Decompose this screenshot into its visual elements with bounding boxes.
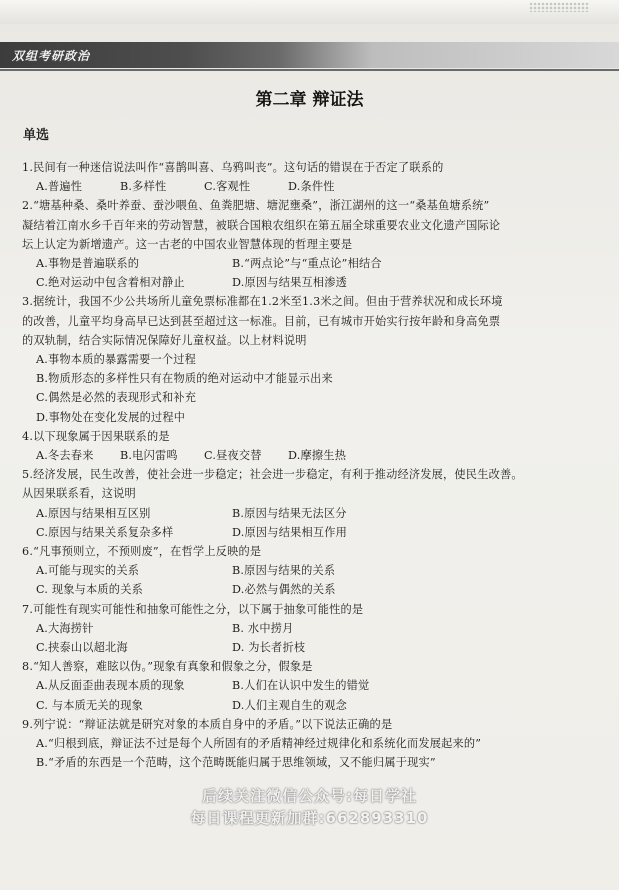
question-5-stem-line: 5.经济发展，民生改善，使社会进一步稳定；社会进一步稳定，有利于推动经济发展，使民生改善。 bbox=[22, 468, 523, 482]
question-8-options-row2 bbox=[22, 696, 597, 715]
option: B.原因与结果无法区分 bbox=[232, 506, 347, 520]
chapter-title: 第二章 辩证法 bbox=[255, 90, 364, 110]
question-2-options-row1 bbox=[22, 254, 597, 273]
option: B.人们在认识中发生的错觉 bbox=[232, 679, 370, 693]
option: A.原因与结果相互区别 bbox=[36, 506, 151, 520]
question-2-options-row2 bbox=[22, 273, 597, 292]
option: C.绝对运动中包含着相对静止 bbox=[36, 276, 185, 290]
question-6-options-row1 bbox=[22, 561, 597, 580]
scan-top-strip bbox=[0, 0, 619, 24]
option: A.从反面歪曲表现本质的现象 bbox=[36, 679, 185, 693]
question-4-stem: 4.以下现象属于因果联系的是 bbox=[22, 429, 170, 443]
option: A.事物是普遍联系的 bbox=[36, 257, 140, 271]
option: A.普遍性 bbox=[36, 180, 83, 194]
series-title: 双组考研政治 bbox=[12, 49, 91, 63]
question-8-options-row1 bbox=[22, 676, 597, 695]
option: D.条件性 bbox=[288, 180, 335, 194]
option: D.事物处在变化发展的过程中 bbox=[36, 410, 186, 424]
option: D.必然与偶然的关系 bbox=[232, 583, 336, 597]
question-1-options bbox=[22, 177, 597, 196]
option: B.多样性 bbox=[120, 180, 167, 194]
question-8-stem: 8.“知人善察，难眩以伪。”现象有真象和假象之分，假象是 bbox=[22, 660, 313, 674]
question-3-stem-line: 的双轨制，结合实际情况保障好儿童权益。以上材料说明 bbox=[22, 333, 307, 347]
watermark-line-2: 每日课程更新加群:662893310 bbox=[190, 809, 429, 827]
question-4-options bbox=[22, 446, 597, 465]
option: B.原因与结果的关系 bbox=[232, 564, 336, 578]
option: C.昼夜交替 bbox=[204, 449, 262, 463]
question-7-options-row1 bbox=[22, 619, 597, 638]
option: D.摩擦生热 bbox=[288, 449, 347, 463]
option: D.原因与结果互相渗透 bbox=[232, 276, 348, 290]
option: D.人们主观自生的观念 bbox=[232, 698, 348, 712]
question-6-stem: 6.“凡事预则立，不预则废”，在哲学上反映的是 bbox=[22, 545, 262, 559]
watermark-line-1: 后续关注微信公众号:每日学社 bbox=[202, 787, 417, 805]
question-7-stem: 7.可能性有现实可能性和抽象可能性之分，以下属于抽象可能性的是 bbox=[22, 602, 364, 616]
scan-noise bbox=[529, 2, 589, 12]
option: A.大海捞针 bbox=[36, 621, 94, 635]
question-2-stem-line: 坛上认定为新增遗产。这一古老的中国农业智慧体现的哲理主要是 bbox=[22, 237, 353, 251]
option: B.电闪雷鸣 bbox=[120, 449, 178, 463]
question-1-stem: 1.民间有一种迷信说法叫作“喜鹊叫喜、乌鸦叫丧”。这句话的错误在于否定了联系的 bbox=[22, 161, 444, 174]
header-band bbox=[0, 42, 619, 68]
option: C.原因与结果关系复杂多样 bbox=[36, 525, 174, 539]
option: D. 为长者折枝 bbox=[232, 641, 306, 655]
question-5-stem-line: 从因果联系看，这说明 bbox=[22, 487, 136, 501]
section-label: 单选 bbox=[23, 128, 50, 143]
question-5-options-row1 bbox=[22, 504, 597, 523]
option: C.偶然是必然的表现形式和补充 bbox=[36, 391, 197, 405]
question-2-stem-line: 凝结着江南水乡千百年来的劳动智慧，被联合国粮农组织在第五届全球重要农业文化遗产国际论 bbox=[22, 218, 501, 232]
option: D.原因与结果相互作用 bbox=[232, 525, 348, 539]
question-2-stem-line: 2.“塘基种桑、桑叶养蚕、蚕沙喂鱼、鱼粪肥塘、塘泥壅桑”，浙江湖州的这一“桑基鱼塘系统” bbox=[22, 199, 490, 213]
option: A.冬去春来 bbox=[36, 449, 94, 463]
option: C.挟泰山以超北海 bbox=[36, 641, 128, 655]
option: B.“两点论”与“重点论”相结合 bbox=[232, 257, 382, 271]
option: A.“归根到底，辩证法不过是每个人所固有的矛盾精神经过规律化和系统化而发展起来的” bbox=[36, 737, 482, 751]
option: B.“矛盾的东西是一个范畴，这个范畴既能归属于思维领域，又不能归属于现实” bbox=[36, 756, 436, 770]
question-list bbox=[22, 158, 597, 773]
option: B.物质形态的多样性只有在物质的绝对运动中才能显示出来 bbox=[36, 372, 333, 386]
question-9-stem: 9.列宁说：“辩证法就是研究对象的本质自身中的矛盾。”以下说法正确的是 bbox=[22, 717, 393, 731]
question-3-stem-line: 的改善，儿童平均身高早已达到甚至超过这一标准。目前，已有城市开始实行按年龄和身高免票 bbox=[22, 314, 501, 328]
option: C. 与本质无关的现象 bbox=[36, 698, 143, 712]
question-6-options-row2 bbox=[22, 580, 597, 599]
option: A.事物本质的暴露需要一个过程 bbox=[36, 353, 197, 367]
option: B. 水中捞月 bbox=[232, 621, 294, 635]
option: C.客观性 bbox=[204, 180, 251, 194]
option: C. 现象与本质的关系 bbox=[36, 583, 143, 597]
question-5-options-row2 bbox=[22, 523, 597, 542]
question-3-stem-line: 3.据统计，我国不少公共场所儿童免票标准都在1.2米至1.3米之间。但由于营养状况和成长环境 bbox=[22, 295, 503, 309]
question-7-options-row2 bbox=[22, 638, 597, 657]
option: A.可能与现实的关系 bbox=[36, 564, 140, 578]
